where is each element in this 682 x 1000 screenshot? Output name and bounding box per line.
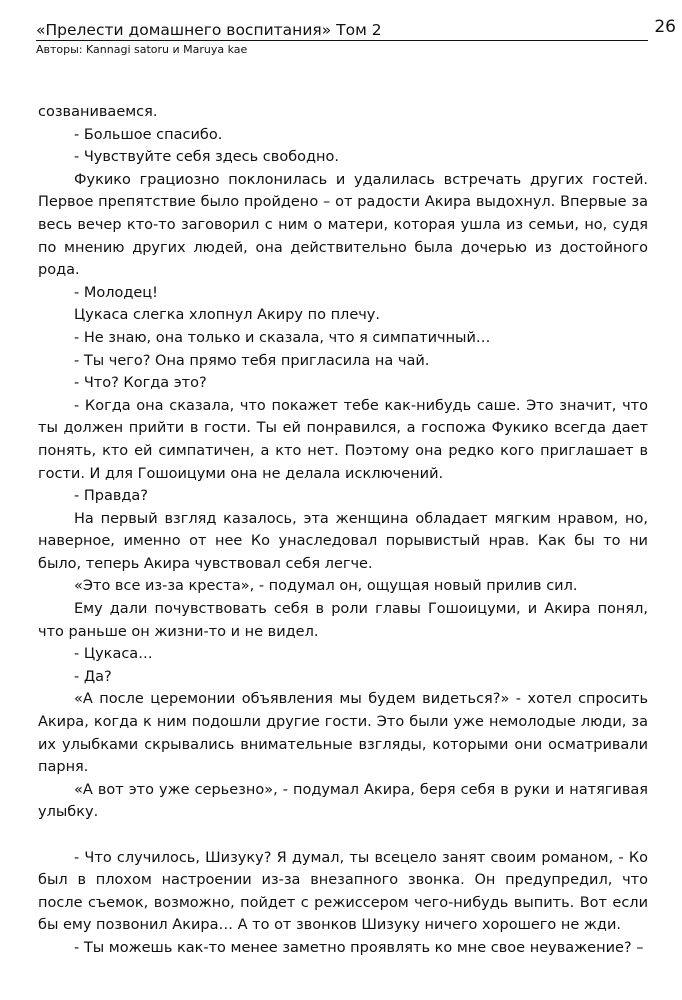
page-body: [38, 101, 648, 960]
paragraph: «Это все из-за креста», - подумал он, ощущая новый прилив сил.: [74, 578, 578, 595]
paragraph: - Чувствуйте себя здесь свободно.: [74, 149, 339, 166]
paragraph: - Когда она сказала, что покажет тебе как-нибудь саше. Это значит, что ты должен прийти в гости. Ты ей понравился, а госпожа Фукико всегда дает понять, кто ей симпатичен, а кто нет. Поэтому она редко кого приглашает в гости. И для Гошоицуми она не делала исключений.: [38, 397, 648, 482]
paragraph: созваниваемся.: [38, 104, 158, 120]
paragraph: - Что? Когда это?: [74, 375, 207, 392]
paragraph: Фукико грациозно поклонилась и удалилась встречать других гостей. Первое препятствие было пройдено – от радости Акира выдохнул. Впервые за весь вечер кто-то заговорил с ним о матери, которая ушла из семьи, но, судя по мнению других людей, она действительно была дочерью из достойного рода.: [38, 171, 648, 279]
paragraph: - Что случилось, Шизуку? Я думал, ты всецело занят своим романом, - Ко был в плохом настроении из-за внезапного звонка. Он предупредил, что после съемок, возможно, пойдет с режиссером чего-нибудь выпить. Вот если бы ему позвонил Акира… А то от звонков Шизуку ничего хорошего не жди.: [38, 849, 648, 934]
paragraph: «А вот это уже серьезно», - подумал Акира, беря себя в руки и натягивая улыбку.: [38, 781, 648, 821]
book-title: «Прелести домашнего воспитания» Том 2: [36, 21, 382, 39]
page-header: [36, 17, 676, 56]
authors-line: Авторы: Kannagi satoru и Maruya kae: [36, 43, 248, 56]
paragraph: - Ты можешь как-то менее заметно проявлять ко мне свое неуважение? –: [74, 939, 644, 956]
paragraph: - Цукаса…: [74, 646, 153, 663]
page-number: 26: [654, 17, 676, 37]
paragraph: - Молодец!: [74, 284, 158, 301]
scene-break: [38, 824, 648, 847]
paragraph: - Большое спасибо.: [74, 126, 223, 143]
paragraph: - Да?: [74, 668, 112, 685]
paragraph: Ему дали почувствовать себя в роли главы Гошоицуми, и Акира понял, что раньше он жизни-то и не видел.: [38, 601, 648, 640]
paragraph: - Правда?: [74, 488, 148, 505]
paragraph: На первый взгляд казалось, эта женщина обладает мягким нравом, но, наверное, именно от нее Ко унаследовал порывистый нрав. Как бы то ни было, теперь Акира чувствовал себя легче.: [38, 510, 648, 572]
paragraph: - Ты чего? Она прямо тебя пригласила на чай.: [74, 352, 430, 369]
paragraph: - Не знаю, она только и сказала, что я симпатичный…: [74, 329, 491, 346]
paragraph: Цукаса слегка хлопнул Акиру по плечу.: [74, 307, 381, 324]
paragraph: «А после церемонии объявления мы будем видеться?» - хотел спросить Акира, когда к ним подошли другие гости. Это были уже немолодые люди, за их улыбками скрывались внимательные взгляды, которыми они осматривали парня.: [38, 691, 648, 776]
header-title-line: [36, 17, 676, 41]
